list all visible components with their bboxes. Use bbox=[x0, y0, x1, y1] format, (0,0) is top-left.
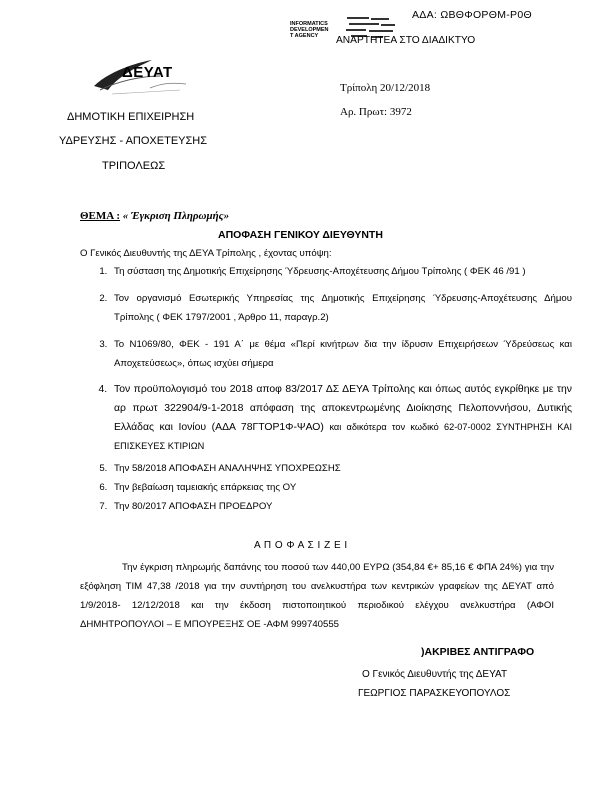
decision-title: ΑΠΟΦΑΣΗ ΓΕΝΙΚΟΥ ΔΙΕΥΘΥΝΤΗ bbox=[218, 229, 383, 241]
list-item: 1. Τη σύσταση της Δημοτικής Επιχείρησης Ύδρευσης-Αποχέτευσης Δήμου Τρίπολης ( ΦΕΚ 46 /91 ) bbox=[110, 262, 572, 281]
list-item: 6. Την βεβαίωση ταμειακής επάρκειας της ΟΥ bbox=[110, 478, 572, 497]
intro-text: Ο Γενικός Διευθυντής της ΔΕΥΑ Τρίπολης , έχοντας υπόψη: bbox=[80, 248, 332, 259]
subject-text: « Έγκριση Πληρωμής» bbox=[120, 210, 230, 222]
decision-body: Την έγκριση πληρωμής δαπάνης του ποσού των 440,00 ΕΥΡΩ (354,84 €+ 85,16 € ΦΠΑ 24%) για την εξόφληση ΤΙΜ 47,38 /2018 για την συντήρηση του ανελκυστήρα των κεντρικών γραφείων της ΔΕΥΑΤ από 1/9/2018- 12/12/2018 και την έκδοση πιστοποιητικού περιοδικού ελέγχου ανελκυστήρα (ΑΦΟΙ ΔΗΜΗΤΡΟΠΟΥΛΟΙ – Ε ΜΠΟΥΡΕΞΗΣ ΟΕ -ΑΦΜ 999740555 bbox=[80, 562, 554, 630]
considerations-list bbox=[92, 262, 572, 516]
item-4-tail: και αδικότερα τον κωδικό 62-07-0002 ΣΥΝΤΗΡΗΣΗ ΚΑΙ ΕΠΙΣΚΕΥΕΣ ΚΤΙΡΙΩΝ bbox=[114, 422, 573, 451]
org-line-1: ΔΗΜΟΤΙΚΗ ΕΠΙΧΕΙΡΗΣΗ bbox=[67, 111, 195, 123]
document-date: Τρίπολη 20/12/2018 bbox=[340, 82, 431, 94]
list-item bbox=[110, 380, 572, 456]
protocol-number: Αρ. Πρωτ: 3972 bbox=[340, 106, 412, 118]
certified-copy: )ΑΚΡΙΒΕΣ ΑΝΤΙΓΡΑΦΟ bbox=[421, 646, 535, 658]
signature-name: ΓΕΩΡΓΙΟΣ ΠΑΡΑΣΚΕΥΟΠΟΥΛΟΣ bbox=[358, 688, 511, 699]
org-line-3: ΤΡΙΠΟΛΕΩΣ bbox=[102, 160, 166, 172]
subject-label: ΘΕΜΑ : bbox=[80, 210, 121, 222]
list-item: 3. Το Ν1069/80, ΦΕΚ - 191 Α΄ με θέμα «Περί κινήτρων δια την ίδρυσιν Επιχειρήσεων Ύδρεύσεως και Αποχετεύσεως», όπως ισχύει σήμερα bbox=[110, 335, 572, 373]
ada-code: ΑΔΑ: ΩΒΘΦΟΡΘΜ-Ρ0Θ bbox=[412, 9, 532, 21]
signature-role: Ο Γενικός Διευθυντής της ΔΕΥΑΤ bbox=[362, 669, 508, 680]
posted-online-label: ΑΝΑΡΤΗΤΕΑ ΣΤΟ ΔΙΑΔΙΚΤΥΟ bbox=[336, 35, 476, 46]
list-item: 5. Την 58/2018 ΑΠΟΦΑΣΗ ΑΝΑΛΗΨΗΣ ΥΠΟΧΡΕΩΣΗΣ bbox=[110, 459, 572, 478]
subject-line bbox=[80, 210, 229, 222]
logo-text: ΔΕΥΑΤ bbox=[122, 64, 173, 81]
stamp-line-3: T AGENCY bbox=[290, 33, 319, 39]
list-item: 7. Την 80/2017 ΑΠΟΦΑΣΗ ΠΡΟΕΔΡΟΥ bbox=[110, 497, 572, 516]
stamp-line-1: INFORMATICS bbox=[290, 21, 328, 27]
list-item: 2. Τον οργανισμό Εσωτερικής Υπηρεσίας της Δημοτικής Επιχείρησης Ύδρευσης-Αποχέτευσης Δήμου Τρίπολης ( ΦΕΚ 1797/2001 , Άρθρο 11, παραγρ.2) bbox=[110, 289, 572, 327]
org-line-2: ΥΔΡΕΥΣΗΣ - ΑΠΟΧΕΤΕΥΣΗΣ bbox=[59, 135, 208, 147]
decides-heading: Α Π Ο Φ Α Σ Ι Ζ Ε Ι bbox=[254, 540, 348, 551]
deyat-logo bbox=[90, 50, 190, 98]
item-4-main: Τον προϋπολογισμό του 2018 αποφ 83/2017 ΔΣ ΔΕΥΑ Τρίπολης και όπως αυτός εγκρίθηκε με την αρ πρωτ 322904/9-1-2018 απόφαση της αποκεντρωμένης Διοίκησης Πελοποννήσου, Δυτικής Ελλάδας και Ιονίου (ΑΔΑ 78ΓΤΟΡ1Φ-ΨΑΟ) bbox=[114, 384, 572, 433]
stamp-line-2: DEVELOPMEN bbox=[290, 27, 329, 33]
